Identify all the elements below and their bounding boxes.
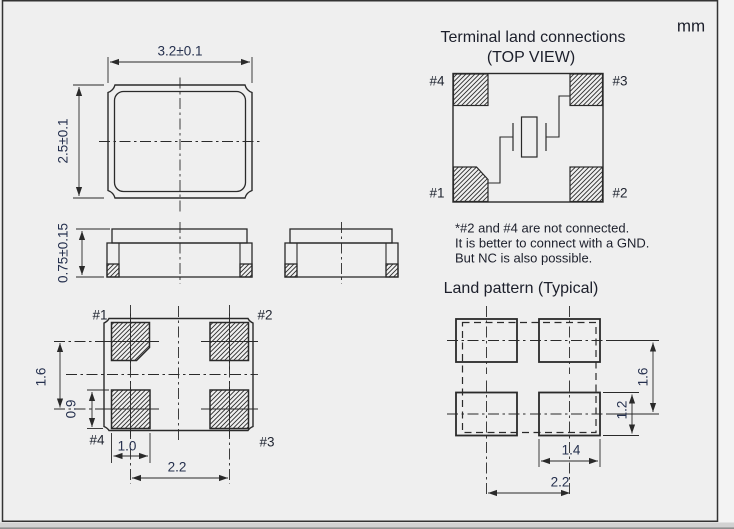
top-view-dimension-lines [73,57,252,198]
bottom-view-pads [112,323,249,429]
bottom-view-col-pitch-dimension: 2.2 [167,459,187,475]
side-view-thickness-dimension: 0.75±0.15 [55,223,71,283]
package-top-view-drawing [73,57,261,215]
package-side-view-short [285,222,398,284]
land-pattern-pads [456,319,600,436]
bottom-view-pad-width-dimension: 1.0 [117,438,137,454]
land-pattern-col-pitch-dimension: 2.2 [550,474,570,490]
package-outline-dashed [463,323,597,433]
top-view-centerlines [99,78,261,216]
terminal-pin4-label: #4 [429,73,445,89]
bottom-view-pin2-label: #2 [257,307,273,323]
bottom-view-pin4-label: #4 [89,432,105,448]
terminal-pad-1-chamfered [454,167,489,202]
unit-label: mm [676,16,706,36]
bottom-view-row-pitch-dimension: 1.6 [33,367,49,387]
top-view-height-dimension: 2.5±0.1 [55,118,71,164]
side-view-dimension-lines [76,229,110,277]
crystal-symbol [488,96,570,183]
terminal-pin3-label: #3 [612,73,628,89]
bottom-view-pad-height-dimension: 0.9 [63,399,79,419]
terminal-note-line1: *#2 and #4 are not connected. [455,220,630,236]
terminal-pads [454,74,603,202]
land-pattern-row-pitch-dimension: 1.6 [635,367,651,387]
terminal-note-line2: It is better to connect with a GND. [455,235,650,251]
terminal-connections-subtitle: (TOP VIEW) [486,49,576,66]
terminal-pin2-label: #2 [612,185,628,201]
land-pattern-dimension-lines [488,341,659,494]
land-pattern-pad-height-dimension: 1.2 [614,400,630,420]
bottom-view-pin3-label: #3 [259,434,275,450]
terminal-pad-3 [570,74,603,106]
top-view-width-dimension: 3.2±0.1 [157,43,203,59]
land-pattern-pad-width-dimension: 1.4 [561,442,581,458]
bottom-view-pin1-label: #1 [92,307,108,323]
terminal-pin1-label: #1 [429,185,445,201]
package-bottom-view-drawing [54,305,258,484]
terminal-connections-title: Terminal land connections [440,29,626,46]
land-pattern-centerlines [447,306,609,497]
terminal-pad-2 [570,167,603,202]
terminal-land-connections-drawing [453,74,603,203]
land-pattern-title: Land pattern (Typical) [443,280,599,297]
terminal-pad-4 [454,74,489,106]
terminal-note-line3: But NC is also possible. [455,250,593,266]
package-side-view-long [76,222,252,284]
